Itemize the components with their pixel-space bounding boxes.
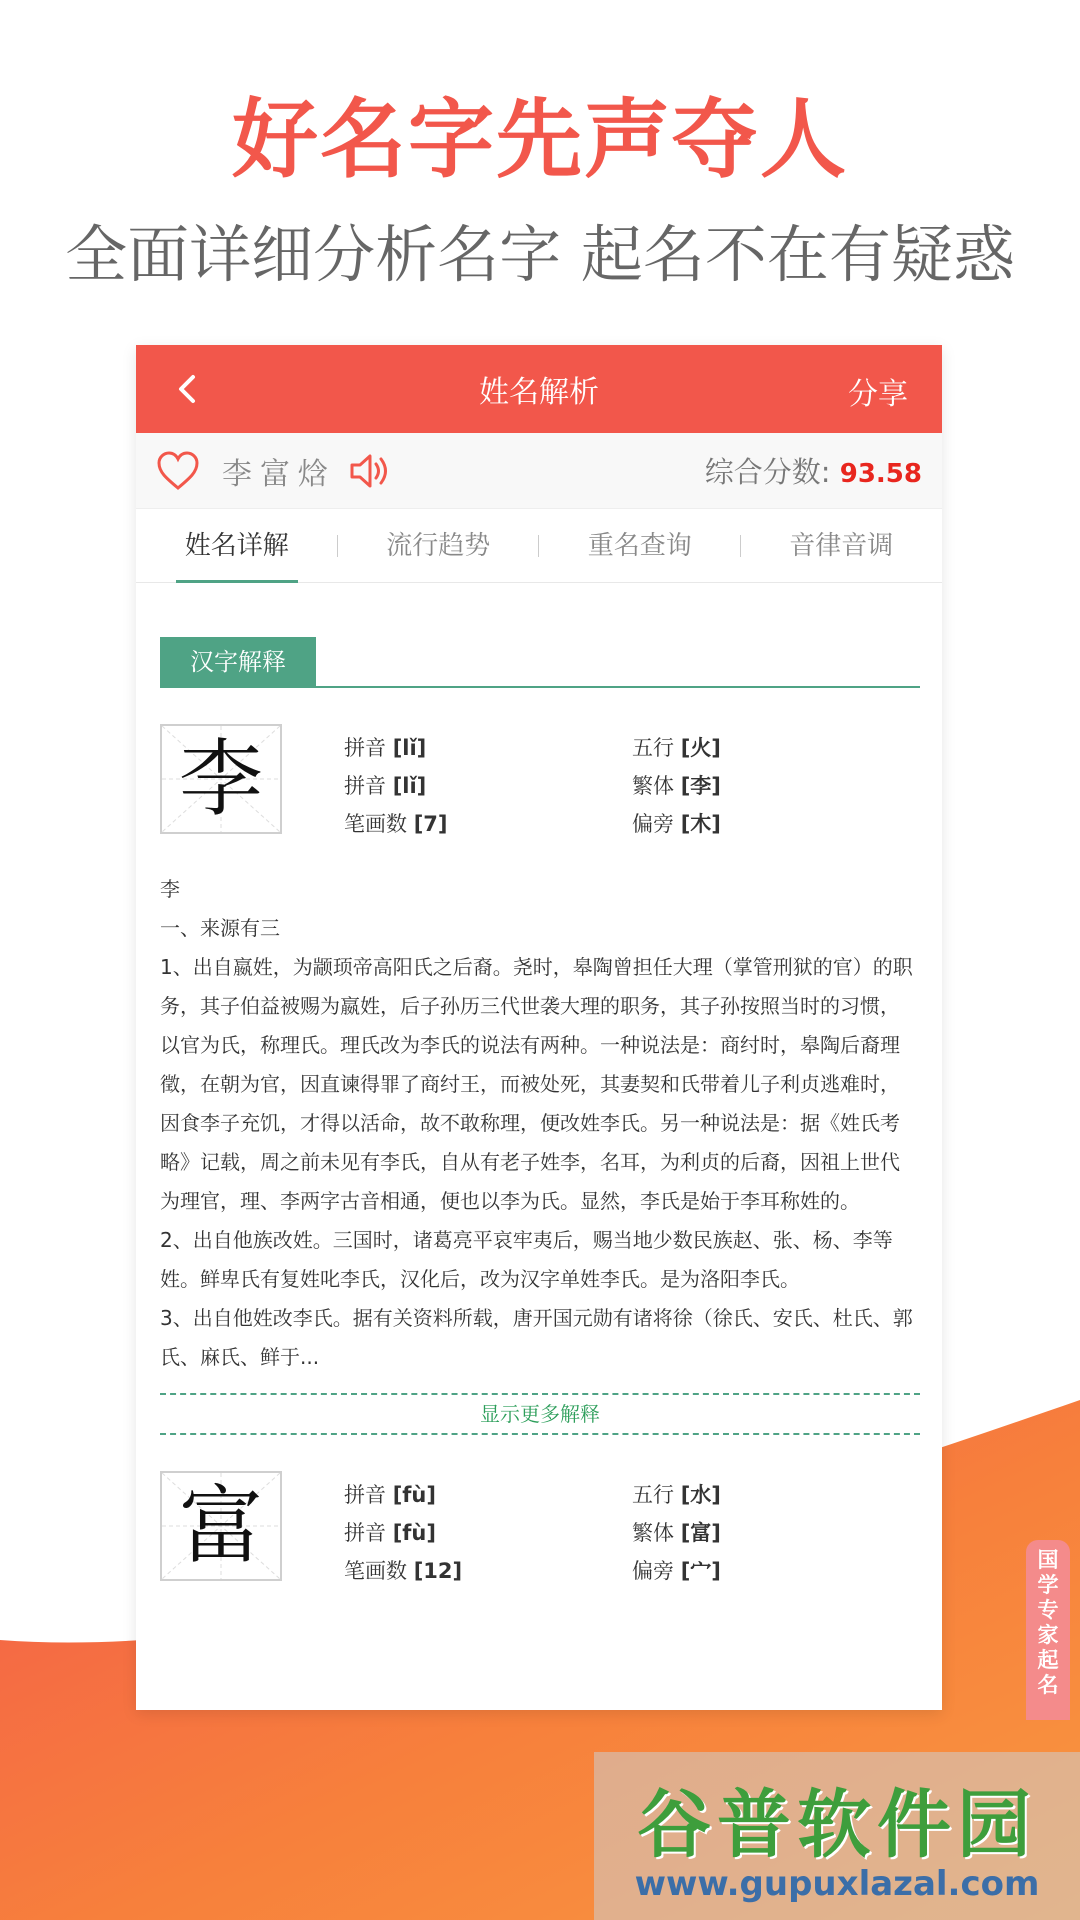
section-header — [160, 638, 920, 688]
character-box — [160, 1471, 282, 1581]
speaker-icon[interactable] — [348, 451, 392, 491]
description-heading: 李 — [160, 877, 180, 901]
pinyin-attr: 拼音 [lǐ] — [344, 736, 427, 760]
show-more-button[interactable]: 显示更多解释 — [160, 1393, 920, 1435]
expert-naming-tab[interactable] — [1026, 1540, 1070, 1720]
tab-popularity-trend[interactable]: 流行趋势 — [386, 530, 491, 561]
strokes-attr: 笔画数 [12] — [344, 1559, 463, 1583]
wuxing-attr: 五行 [水] — [632, 1483, 721, 1507]
watermark-url: www.gupuxlazal.com — [634, 1864, 1040, 1904]
title-bar — [136, 345, 942, 433]
description-paragraph: 3、出自他姓改李氏。据有关资料所载，唐开国元勋有诸将徐（徐氏、安氏、杜氏、郭氏、麻氏、鲜于... — [160, 1306, 913, 1369]
character-glyph: 李 — [178, 730, 263, 828]
radical-attr: 偏旁 [木] — [632, 812, 721, 836]
pinyin-attr: 拼音 [lǐ] — [344, 774, 427, 798]
traditional-attr: 繁体 [富] — [632, 1521, 721, 1545]
expert-tab-char: 专 — [1037, 1598, 1059, 1622]
page-title: 姓名解析 — [479, 375, 599, 410]
strokes-attr: 笔画数 [7] — [344, 812, 448, 836]
pinyin-attr: 拼音 [fù] — [344, 1521, 436, 1545]
section-title: 汉字解释 — [160, 637, 316, 687]
person-name: 李富焓 — [222, 456, 336, 492]
score-label: 综合分数: — [704, 455, 831, 489]
watermark-logo: 谷普软件园 — [637, 1782, 1037, 1868]
share-button[interactable]: 分享 — [848, 377, 908, 412]
app-screen-card — [136, 345, 942, 1710]
wuxing-attr: 五行 [火] — [632, 736, 721, 760]
promo-subheadline: 全面详细分析名字 起名不在有疑惑 — [65, 218, 1015, 291]
chevron-left-icon[interactable] — [166, 367, 210, 411]
tab-duplicate-name-search[interactable]: 重名查询 — [587, 530, 692, 561]
character-description — [160, 870, 918, 1377]
character-card — [160, 724, 942, 842]
promo-headline: 好名字先声夺人 — [232, 90, 848, 190]
expert-tab-char: 国 — [1037, 1548, 1059, 1572]
tab-divider — [740, 535, 741, 557]
tab-bar — [136, 509, 942, 583]
score-value: 93.58 — [839, 459, 922, 489]
name-bar — [136, 433, 942, 509]
expert-tab-char: 家 — [1037, 1623, 1059, 1647]
expert-tab-char: 名 — [1037, 1673, 1059, 1697]
tab-divider — [538, 535, 539, 557]
expert-tab-char: 学 — [1037, 1573, 1059, 1597]
description-paragraph: 1、出自嬴姓，为颛顼帝高阳氏之后裔。尧时，皋陶曾担任大理（掌管刑狱的官）的职务，其子伯益被赐为嬴姓，后子孙历三代世袭大理的职务，其子孙按照当时的习惯，以官为氏，称理氏。理氏改为李氏的说法有两种。一种说法是：商纣时，皋陶后裔理徵，在朝为官，因直谏得罪了商纣王，而被处死，其妻契和氏带着儿子利贞逃难时，因食李子充饥，才得以活命，故不敢称理，便改姓李氏。另一种说法是：据《姓氏考略》记载，周之前未见有李氏，自从有老子姓李，名耳，为利贞的后裔，因祖上世代为理官，理、李两字古音相通，便也以李为氏。显然，李氏是始于李耳称姓的。 — [160, 955, 913, 1213]
traditional-attr: 繁体 [李] — [632, 774, 721, 798]
tab-phonetics-tone[interactable]: 音律音调 — [789, 530, 894, 561]
tab-name-details[interactable]: 姓名详解 — [136, 509, 338, 583]
radical-attr: 偏旁 [宀] — [632, 1559, 721, 1583]
heart-icon[interactable] — [156, 451, 200, 491]
score-display — [705, 450, 922, 491]
site-watermark — [594, 1752, 1080, 1920]
description-paragraph: 2、出自他族改姓。三国时，诸葛亮平哀牢夷后，赐当地少数民族赵、张、杨、李等姓。鲜卑氏有复姓叱李氏，汉化后，改为汉字单姓李氏。是为洛阳李氏。 — [160, 1228, 893, 1291]
pinyin-attr: 拼音 [fù] — [344, 1483, 436, 1507]
character-glyph: 富 — [178, 1477, 263, 1575]
description-subheading: 一、来源有三 — [160, 916, 280, 940]
expert-tab-char: 起 — [1037, 1648, 1059, 1672]
character-box — [160, 724, 282, 834]
character-card — [160, 1471, 942, 1589]
tab-divider — [337, 535, 338, 557]
